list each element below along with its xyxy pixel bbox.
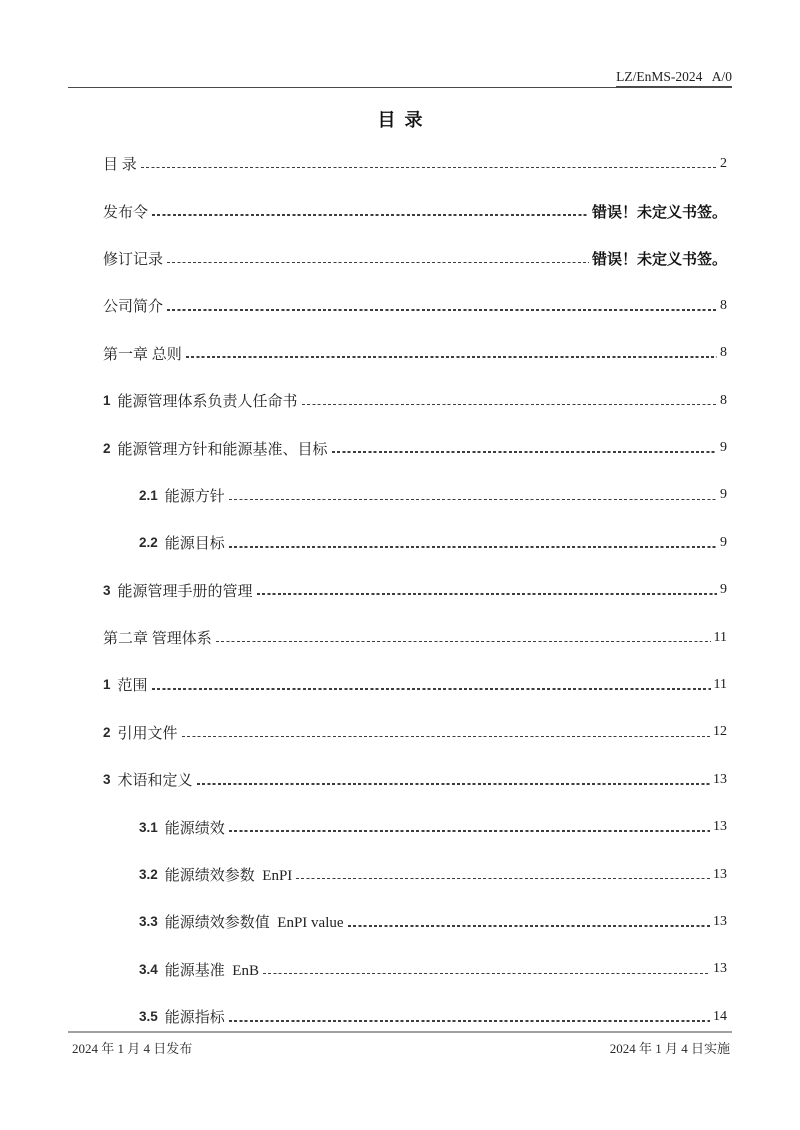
toc-entry[interactable] xyxy=(103,614,727,661)
dash-leader xyxy=(167,309,717,311)
dash-leader xyxy=(302,404,717,406)
toc-entry-label: 引用文件 xyxy=(117,725,178,742)
toc-entry-number: 2 xyxy=(103,724,111,740)
toc-entry-label: 第一章 总则 xyxy=(103,346,182,363)
toc-entry-number: 3.2 xyxy=(139,867,158,883)
toc-entry[interactable] xyxy=(103,851,727,898)
toc-entry-number: 1 xyxy=(103,393,111,409)
page-title: 目 录 xyxy=(377,110,423,130)
toc-entry-label: 修订记录 xyxy=(103,251,164,268)
toc-entry-label: 术语和定义 xyxy=(117,773,193,790)
page-header xyxy=(68,0,732,88)
toc-entry[interactable] xyxy=(103,330,727,377)
dash-leader xyxy=(186,356,717,358)
toc-entry-label: 目 录 xyxy=(103,157,137,174)
dash-leader xyxy=(141,167,717,169)
dash-leader xyxy=(229,830,710,832)
toc-entry-label: 能源基准 EnB xyxy=(164,962,259,979)
toc-entry[interactable] xyxy=(103,235,727,282)
toc-entry-number: 3.4 xyxy=(139,961,158,977)
toc-entry-label: 公司简介 xyxy=(103,299,164,316)
toc-entry-label: 发布令 xyxy=(103,204,149,221)
toc-entry[interactable] xyxy=(103,140,727,187)
dash-leader xyxy=(257,593,717,595)
toc-entry-number: 1 xyxy=(103,677,111,693)
toc-entry[interactable] xyxy=(103,424,727,471)
toc-entry-label: 能源绩效参数值 EnPI value xyxy=(164,915,344,932)
dash-leader xyxy=(197,783,710,785)
toc-entry-number: 3.3 xyxy=(139,914,158,930)
toc-page-number: 错误！未定义书签。 xyxy=(591,251,727,268)
toc-page-number: 13 xyxy=(713,771,727,787)
toc-entry[interactable] xyxy=(103,756,727,803)
toc-entry-label: 能源管理方针和能源基准、目标 xyxy=(117,441,328,458)
toc-entry[interactable] xyxy=(103,187,727,234)
toc-page-number: 13 xyxy=(713,866,727,882)
footer-release-date: 2024 年 1 月 4 日发布 xyxy=(72,1041,193,1056)
toc-entry-label: 能源管理手册的管理 xyxy=(117,583,253,600)
toc-entry-number: 3 xyxy=(103,772,111,788)
toc-page-number: 11 xyxy=(713,629,727,645)
toc-list xyxy=(103,140,727,1040)
toc-entry[interactable] xyxy=(103,377,727,424)
toc-entry-label: 范围 xyxy=(117,678,148,695)
toc-entry-label: 能源方针 xyxy=(164,488,225,505)
toc-entry[interactable] xyxy=(103,282,727,329)
toc-entry[interactable] xyxy=(103,519,727,566)
toc-page-number: 13 xyxy=(713,961,727,977)
toc-entry-number: 3 xyxy=(103,582,111,598)
toc-page-number: 8 xyxy=(720,345,727,361)
toc-page-number: 9 xyxy=(720,487,727,503)
footer-effective-date: 2024 年 1 月 4 日实施 xyxy=(609,1041,730,1056)
toc-entry[interactable] xyxy=(103,803,727,850)
toc-entry[interactable] xyxy=(103,661,727,708)
toc-page-number: 9 xyxy=(720,534,727,550)
dash-leader xyxy=(152,214,589,216)
toc-entry[interactable] xyxy=(103,709,727,756)
page-footer xyxy=(68,1031,732,1057)
dash-leader xyxy=(263,973,710,975)
dash-leader xyxy=(296,878,710,880)
toc-entry-number: 2.1 xyxy=(139,487,158,503)
dash-leader xyxy=(229,546,717,548)
document-code: LZ/EnMS-2024 A/0 xyxy=(616,69,732,87)
toc-entry-label: 第二章 管理体系 xyxy=(103,631,212,648)
toc-entry-number: 2 xyxy=(103,440,111,456)
toc-page-number: 8 xyxy=(720,297,727,313)
toc-page-number: 错误！未定义书签。 xyxy=(591,204,727,221)
dash-leader xyxy=(229,499,717,501)
toc-page-number: 13 xyxy=(713,819,727,835)
toc-page-number: 12 xyxy=(713,724,727,740)
toc-page-number: 11 xyxy=(713,676,727,692)
toc-page-number: 13 xyxy=(713,913,727,929)
toc-entry[interactable] xyxy=(103,898,727,945)
dash-leader xyxy=(229,1020,710,1022)
toc-entry[interactable] xyxy=(103,567,727,614)
dash-leader xyxy=(152,688,711,690)
dash-leader xyxy=(182,736,710,738)
toc-entry-label: 能源绩效 xyxy=(164,820,225,837)
toc-entry[interactable] xyxy=(103,946,727,993)
dash-leader xyxy=(216,641,711,643)
dash-leader xyxy=(332,451,717,453)
dash-leader xyxy=(348,925,710,927)
toc-entry-number: 3.1 xyxy=(139,819,158,835)
dash-leader xyxy=(167,262,589,264)
toc-entry-number: 3.5 xyxy=(139,1009,158,1025)
toc-entry-number: 2.2 xyxy=(139,535,158,551)
toc-page-number: 8 xyxy=(720,392,727,408)
toc-page-number: 9 xyxy=(720,582,727,598)
toc-entry-label: 能源管理体系负责人任命书 xyxy=(117,394,298,411)
toc-page-number: 9 xyxy=(720,440,727,456)
toc-page-number: 2 xyxy=(720,155,727,171)
toc-entry-label: 能源目标 xyxy=(164,536,225,553)
toc-entry-label: 能源指标 xyxy=(164,1010,225,1027)
toc-entry[interactable] xyxy=(103,472,727,519)
toc-entry-label: 能源绩效参数 EnPI xyxy=(164,868,293,885)
toc-page-number: 14 xyxy=(713,1008,727,1024)
